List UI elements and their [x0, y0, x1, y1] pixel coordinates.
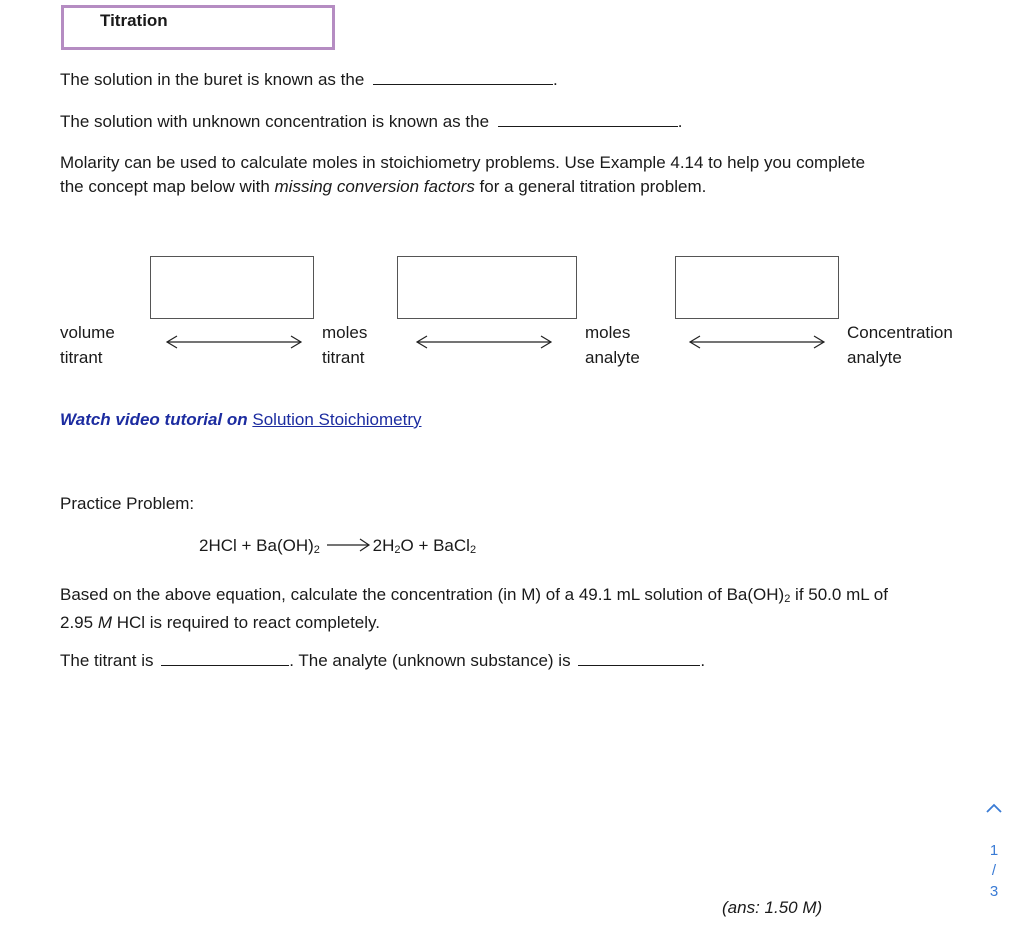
node-label-line-1: moles [585, 323, 631, 342]
node-label-line-1: volume [60, 323, 115, 342]
equation-lhs-subscript: 2 [313, 544, 320, 556]
period: . [553, 70, 558, 89]
node-concentration-analyte [847, 320, 953, 370]
intro-line-1: Molarity can be used to calculate moles in stoichiometry problems. Use Example 4.14 to help you complete [60, 153, 866, 172]
equation-rhs-subscript: 2 [394, 544, 401, 556]
video-lead: Watch video tutorial on [60, 410, 248, 429]
intro-text-a: the concept map below with [60, 177, 275, 196]
question-unknown [60, 112, 683, 132]
period: . [700, 651, 706, 670]
page-total: 3 [989, 883, 999, 900]
problem-text-d: HCl is required to react completely. [111, 613, 380, 632]
equation-rhs-b: O + BaCl [400, 536, 470, 555]
node-label-line-2: titrant [60, 348, 103, 367]
intro-emphasis: missing conversion factors [274, 177, 475, 196]
conversion-factor-box-2[interactable] [397, 256, 577, 319]
problem-text-a: Based on the above equation, calculate the concentration (in M) of a 49.1 mL solution of Ba(OH) [60, 585, 785, 604]
equation-lhs: 2HCl + Ba(OH) [199, 536, 314, 555]
titrant-analyte-question [60, 651, 705, 671]
answer-text: (ans: 1.50 M) [722, 898, 823, 917]
analyte-text: . The analyte (unknown substance) is [289, 651, 571, 670]
problem-emphasis: M [97, 613, 112, 632]
node-label-line-2: titrant [322, 348, 365, 367]
problem-text-c: 2.95 [60, 613, 98, 632]
practice-label: Practice Problem: [60, 494, 195, 513]
node-volume-titrant [60, 320, 115, 370]
chevron-up-icon[interactable] [980, 800, 1008, 816]
double-arrow-icon [415, 334, 553, 350]
intro-paragraph [60, 151, 960, 199]
page-separator: / [991, 862, 997, 879]
node-label-line-2: analyte [585, 348, 640, 367]
page-current: 1 [989, 842, 999, 859]
reaction-arrow-icon [327, 538, 371, 552]
double-arrow-icon [165, 334, 303, 350]
answer-blank-titrant[interactable] [161, 651, 289, 666]
problem-text-b: if 50.0 mL of [790, 585, 888, 604]
question-buret-text: The solution in the buret is known as the [60, 70, 365, 89]
node-label-line-1: moles [322, 323, 368, 342]
period: . [677, 112, 683, 131]
question-unknown-text: The solution with unknown concentration is known as the [60, 112, 490, 131]
double-arrow-icon [688, 334, 826, 350]
answer-blank-analyte[interactable] [578, 651, 700, 666]
problem-statement [60, 583, 960, 635]
answer-blank-unknown[interactable] [498, 112, 678, 127]
node-moles-titrant [322, 320, 367, 370]
problem-line-2 [60, 611, 960, 635]
problem-subscript: 2 [784, 593, 791, 605]
node-label-line-2: analyte [847, 348, 902, 367]
intro-text-b: for a general titration problem. [474, 177, 707, 196]
node-moles-analyte [585, 320, 640, 370]
titrant-text: The titrant is [60, 651, 154, 670]
conversion-factor-box-1[interactable] [150, 256, 314, 319]
intro-line-2 [60, 175, 960, 199]
node-label-line-1: Concentration [847, 323, 953, 342]
page-title: Titration [100, 11, 168, 30]
video-tutorial [60, 410, 422, 430]
equation-rhs-a: 2H [372, 536, 395, 555]
answer-blank-buret[interactable] [373, 70, 553, 85]
chemical-equation [199, 536, 476, 556]
conversion-factor-box-3[interactable] [675, 256, 839, 319]
question-buret [60, 70, 558, 90]
problem-line-1 [60, 583, 960, 611]
equation-rhs-subscript-2: 2 [469, 544, 477, 556]
solution-stoichiometry-link[interactable]: Solution Stoichiometry [252, 410, 422, 429]
